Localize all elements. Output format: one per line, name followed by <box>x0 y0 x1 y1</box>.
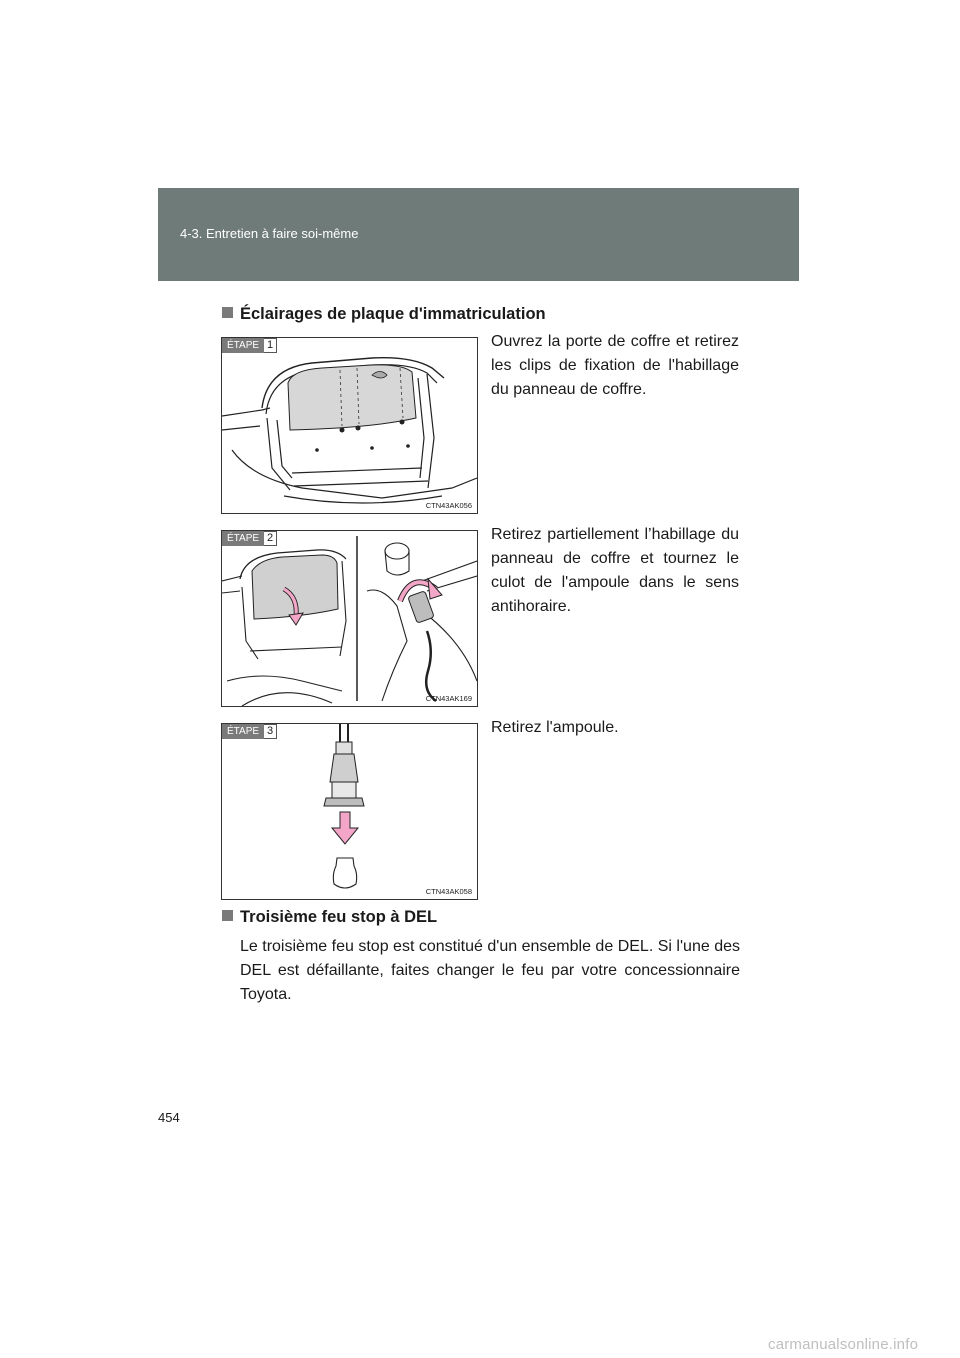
site-watermark: carmanualsonline.info <box>768 1336 919 1353</box>
step-2-tag <box>222 531 277 546</box>
trunk-open-clips-drawing <box>222 338 477 513</box>
bulb-removal-drawing <box>222 724 477 899</box>
step-1-tag <box>222 338 277 353</box>
step-2-illustration <box>221 530 478 707</box>
square-bullet-icon <box>222 910 233 921</box>
page-number: 454 <box>158 1110 180 1125</box>
figure-code: CTN43AK058 <box>425 887 472 896</box>
square-bullet-icon <box>222 307 233 318</box>
step-1-instruction: Ouvrez la porte de coffre et retirez les clips de fixation de l'habillage du panneau de coffre. <box>491 333 739 398</box>
step-number: 2 <box>264 531 277 546</box>
step-3-illustration <box>221 723 478 900</box>
chapter-header-band <box>158 188 799 281</box>
step-1-illustration <box>221 337 478 514</box>
step-number: 1 <box>264 338 277 353</box>
figure-code: CTN43AK056 <box>425 501 472 510</box>
step-2-instruction: Retirez partiellement l’habillage du panneau de coffre et tournez le culot de l'ampoule dans le sens antihoraire. <box>491 526 739 615</box>
step-3-instruction: Retirez l'ampoule. <box>491 719 619 736</box>
section-heading-license-plate-lights <box>222 305 546 324</box>
chapter-section-title: 4-3. Entretien à faire soi-même <box>180 226 359 241</box>
step-label: ÉTAPE <box>222 338 264 353</box>
step-label: ÉTAPE <box>222 531 264 546</box>
third-brake-light-paragraph: Le troisième feu stop est constitué d'un ensemble de DEL. Si l'une des DEL est défaillante, faites changer le feu par votre concessionnaire Toyota. <box>240 938 740 1003</box>
section-heading-text: Éclairages de plaque d'immatriculation <box>240 305 546 323</box>
step-3-tag <box>222 724 277 739</box>
step-number: 3 <box>264 724 277 739</box>
figure-code: CTN43AK169 <box>425 694 472 703</box>
section-heading-third-brake-light <box>222 908 437 927</box>
step-label: ÉTAPE <box>222 724 264 739</box>
trunk-trim-bulb-socket-drawing <box>222 531 477 706</box>
section-heading-text: Troisième feu stop à DEL <box>240 908 438 926</box>
